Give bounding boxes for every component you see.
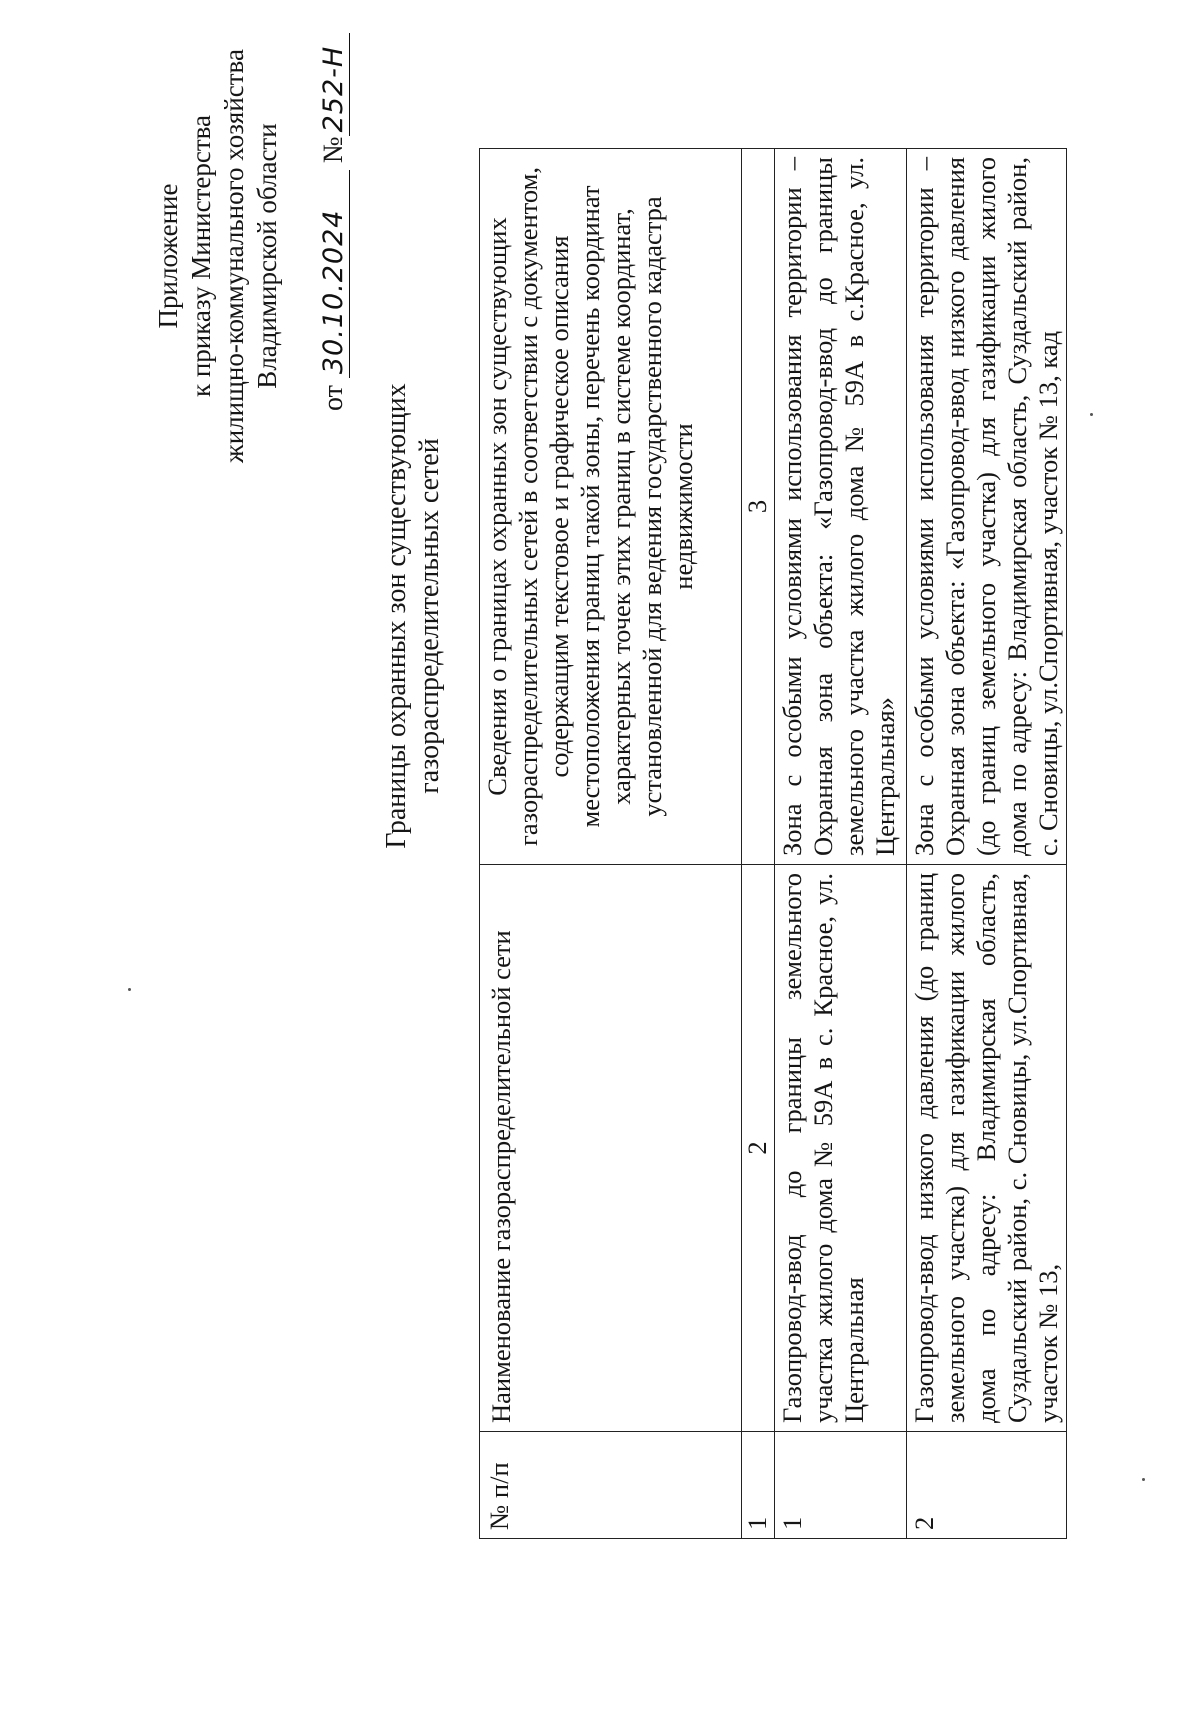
order-prefix: от [318,385,349,411]
appendix-line: Приложение [153,183,183,329]
handwritten-order-number: 252-Н [319,33,350,136]
column-number: 2 [742,865,775,1432]
column-number: 1 [742,1432,775,1539]
row-network-name: Газопровод-ввод низкого давления (до границ земельного участка) для газификации жилого дома по адресу: Владимирская область, Суздальский район, с. Сновицы, ул.Спортивная, участок № 13, [907,865,1067,1432]
header-zone-info: Сведения о границах охранных зон существующих газораспределительных сетей в соответствии с документом, содержащим текстовое и графическое описания местоположения границ такой зоны, перечень координат характерных точек этих границ в системе координат, установленной для ведения государственного кадастра недвижимости [480,149,742,865]
table-header-row [480,149,742,1539]
row-number: 2 [907,1432,1067,1539]
table-row [775,149,907,1539]
row-network-name: Газопровод-ввод до границы земельного участка жилого дома № 59А в с. Красное, ул. Центральная [775,865,907,1432]
header-network-name: Наименование газораспределительной сети [480,865,742,1432]
appendix-header [152,41,284,471]
scan-speck [1090,413,1093,416]
document-title [380,176,446,1056]
appendix-line: Владимирской области [252,123,282,389]
gas-network-zones-table [479,148,1067,1539]
row-zone-info: Зона с особыми условиями использования территории – Охранная зона объекта: «Газопровод-ввод до границы земельного участка жилого дома № 59А в с.Красное, ул. Центральная» [775,149,907,865]
scan-speck [1142,1478,1145,1481]
appendix-line: к приказу Министерства [186,114,216,398]
header-number: № п/п [480,1432,742,1539]
row-number: 1 [775,1432,907,1539]
handwritten-order-date: 30.10.2024 [319,170,350,378]
order-number-prefix: № [318,136,349,164]
appendix-line: жилищно-коммунального хозяйства [219,49,249,463]
title-line-2: газораспределительных сетей [414,438,445,794]
row-zone-info: Зона с особыми условиями использования территории – Охранная зона объекта: «Газопровод-ввод низкого давления (до границ земельного участка) для газификации жилого дома по адресу: Владимирская область, Суздальский район, с. Сновицы, ул.Спортивная, участок № 13, кад [907,149,1067,865]
order-reference [318,33,350,411]
column-number-row [742,149,775,1539]
title-line-1: Границы охранных зон существующих [381,383,412,849]
scan-speck [128,988,131,991]
column-number: 3 [742,149,775,865]
table-row [907,149,1067,1539]
